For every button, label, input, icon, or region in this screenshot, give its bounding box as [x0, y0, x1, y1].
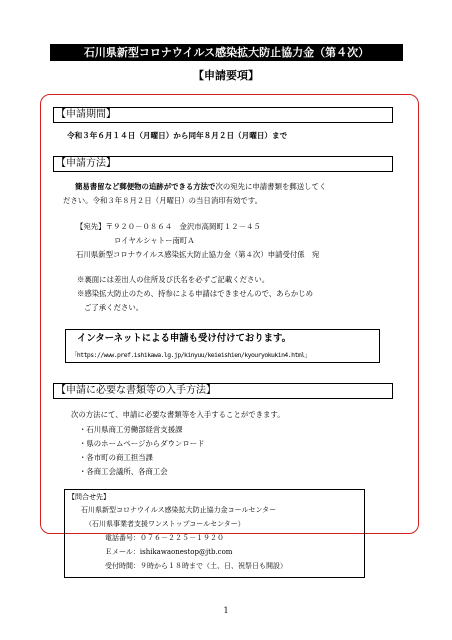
contact-center-alias: （石川県事業者支援ワンストップコールセンター） [85, 520, 245, 528]
contact-hours: 受付時間：９時から１８時まで（土、日、祝祭日も開設） [105, 562, 287, 570]
period-text: 令和３年６月１４日（月曜日）から同年８月２日（月曜日）まで [67, 131, 288, 140]
contact-heading: 【問合せ先】 [68, 493, 110, 501]
method-heading: 【申請方法】 [53, 156, 393, 172]
contact-email: Ｅメール：ishikawaonestop@jtb.com [105, 548, 233, 556]
documents-item-3: ・各市町の商工担当課 [79, 453, 153, 462]
documents-intro: 次の方法にて、申請に必要な書類等を入手することができます。 [71, 410, 285, 419]
documents-heading: 【申請に必要な書類等の入手方法】 [53, 383, 393, 399]
internet-url-link[interactable]: 「https://www.pref.ishikawa.lg.jp/kinyuu/keieishien/kyouryokukin4.html」 [71, 351, 311, 359]
internet-heading: インターネットによる申請も受け付けております。 [77, 333, 292, 344]
documents-item-2: ・県のホームページからダウンロード [79, 439, 205, 448]
document-subtitle: 【申請要項】 [193, 69, 259, 82]
document-title: 石川県新型コロナウイルス感染拡大防止協力金（第４次） [50, 44, 403, 61]
note-3: ご了承ください。 [84, 303, 144, 312]
method-deadline: ださい。令和３年８月２日（月曜日）の当日消印有効です。 [63, 196, 262, 205]
contact-center-name: 石川県新型コロナウイルス感染拡大防止協力金コールセンター [81, 506, 277, 514]
method-lead-rest: 次の宛先に申請書類を郵送してく [215, 182, 327, 191]
page-number: 1 [223, 606, 229, 615]
documents-item-4: ・各商工会議所、各商工会 [79, 467, 168, 476]
address-line-3: 石川県新型コロナウイルス感染拡大防止協力金（第４次）申請受付係 宛 [76, 250, 320, 259]
note-2: ※感染拡大防止のため、持参による申請はできませんので、あらかじめ [77, 289, 314, 298]
address-line-2: ロイヤルシャトー南町Ａ [114, 236, 195, 245]
method-lead-bold: 簡易書留など郵便物の追跡ができる方法で [75, 182, 216, 191]
contact-phone: 電話番号：０７６－２２５－１９２０ [105, 534, 224, 542]
period-heading: 【申請期間】 [53, 107, 393, 123]
documents-item-1: ・石川県商工労働部経営支援課 [79, 425, 183, 434]
method-lead [75, 182, 326, 192]
address-line-1: 【宛先】〒９２０－０８６４ 金沢市高岡町１２－４５ [76, 222, 261, 231]
note-1: ※裏面には差出人の住所及び氏名を必ずご記載ください。 [77, 275, 270, 284]
